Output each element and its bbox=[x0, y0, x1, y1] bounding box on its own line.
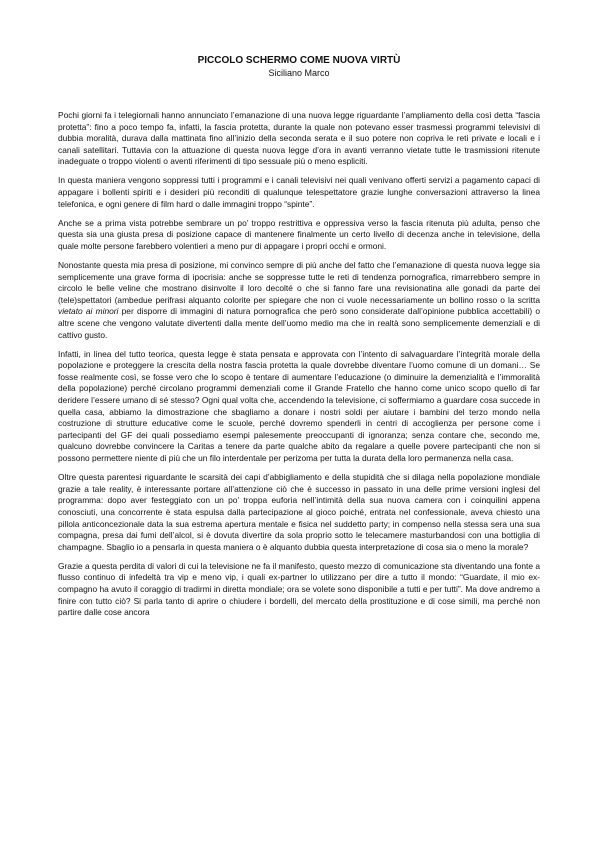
paragraph-2: In questa maniera vengono soppressi tutti i programmi e i canali televisivi nei quali venivano offerti servizi a pagamento capaci di appagare i bollenti spiriti e i desideri più reconditi di qualunque telespettatore grazie lunghe conversazioni attraverso la linea telefonica, e ogni genere di film hard o dalle immagini troppo “spinte”. bbox=[58, 175, 540, 209]
italic-phrase: vietato ai minori bbox=[58, 306, 119, 317]
paragraph-6: Oltre questa parentesi riguardante le scarsità dei capi d’abbigliamento e della stupidità che si dilaga nella popolazione mondiale grazie a tale reality, è interessante portare all’attenzione ciò che è successo in passato in una delle prime versioni inglesi del programma: dopo aver festeggiato con un po’ troppa euforia nell’intimità della sua nuova camera con i coinquilini appena conosciuti, una concorrente è stata espulsa dalla partecipazione al gioco poiché, entrata nel confessionale, aveva chiesto una pillola anticoncezionale data la sua estrema apertura mentale e fisica nel suddetto party; in compenso nella stessa sera una sua compagna, presa dai fumi dell’alcol, si è dovuta divertire da sola proprio sotto le telecamere masturbandosi con una bottiglia di champagne. Sbaglio io a pensarla in questa maniera o è alquanto dubbia questa interpretazione di cosa sia o meno la morale? bbox=[58, 472, 540, 552]
document-page bbox=[58, 54, 540, 626]
paragraph-4 bbox=[58, 260, 540, 341]
paragraph-5: Infatti, in linea del tutto teorica, questa legge è stata pensata e approvata con l’intento di salvaguardare l’integrità morale della popolazione e proteggere la crescita della nostra fascia protetta la quale dovrebbe diventare l’uomo comune di un domani… Se fosse realmente così, se fosse vero che lo scopo è tentare di aumentare l’educazione (o diminuire la demenzialità e l’immoralità della popolazione) perché circolano programmi demenziali come il Grande Fratello che hanno come unico scopo quello di far deridere l’essere umano di sé stesso? Ogni qual volta che, accendendo la televisione, ci soffermiamo a guardare cosa succede in quella casa, abbiamo la dimostrazione che sbagliamo a donare i nostri soldi per aiutare i bambini del terzo mondo nella costruzione di strutture educative come le scuole, perché dovremo spenderli in centri di accoglienza per persone come i partecipanti del GF dei quali possediamo esempi palesemente preoccupanti di ignoranza; senza contare che, secondo me, qualcuno dovrebbe convincere la Caritas a tenere da parte qualche abito da regalare a quelle povere partecipanti che non si possono permettere niente di più che un filo interdentale per perizoma per tutta la durata della loro permanenza nella casa. bbox=[58, 348, 540, 464]
paragraph-4-text-a: Nonostante questa mia presa di posizione, mi convinco sempre di più anche del fatto che l’emanazione di questa nuova legge sia semplicemente una grave forma di ipocrisia: anche se soppresse tutte le reti di tendenza pornografica, rimarrebbero sempre in circolo le belle veline che mostrano disinvolte il loro decolté o che si fanno fare una revisionatina alle gonadi da parte dei (tele)spettatori (ambedue perifrasi alquanto colorite per spiegare che non ci vuole necessariamente un bollino rosso o la scritta bbox=[58, 260, 540, 305]
paragraph-1: Pochi giorni fa i telegiornali hanno annunciato l’emanazione di una nuova legge riguardante l’ampliamento della così detta “fascia protetta”: fino a poco tempo fa, infatti, la fascia protetta, durante la quale non potevano esser trasmessi programmi televisivi di dubbia moralità, durava dalla mattinata fino all’inizio della seconda serata e il suo potere non copriva le reti private e locali e i canali satellitari. Tuttavia con la attuazione di questa nuova legge d’ora in avanti verranno vietate tutte le trasmissioni ritenute inadeguate o troppo violenti o aventi riferimenti di tipo sessuale più o meno espliciti. bbox=[58, 110, 540, 167]
document-author: Siciliano Marco bbox=[268, 68, 330, 78]
paragraph-4-text-b: per disporre di immagini di natura pornografica che però sono considerate dall’opinione pubblica accettabili) o altre scene che vengono valutate divertenti dalla mente dell’uomo medio ma che in realtà sono semplicemente demenziali e di cattivo gusto. bbox=[58, 306, 540, 340]
paragraph-3: Anche se a prima vista potrebbe sembrare un po’ troppo restrittiva e oppressiva verso la fascia ritenuta più adulta, penso che questa sia una giusta presa di posizione capace di mantenere finalmente un certo livello di decenza anche in televisione, della quale molte persone farebbero volentieri a meno pur di appagare i propri occhi e ormoni. bbox=[58, 217, 540, 251]
paragraph-7: Grazie a questa perdita di valori di cui la televisione ne fa il manifesto, questo mezzo di comunicazione sta diventando una fonte a flusso continuo di infedeltà tra vip e meno vip, i quali ex-partner lo utilizzano per dire a tutto il mondo: “Guardate, il mio ex-compagno ha avuto il coraggio di tradirmi in diretta mondiale; ora se volete sono disponibile a tutti e per tutti”. Ma dove andremo a finire con tutto ciò? Si parla tanto di aprire o chiudere i bordelli, del mercato della prostituzione e di cose simili, ma perché non partire dalle cose ancora bbox=[58, 560, 540, 618]
document-title: PICCOLO SCHERMO COME NUOVA VIRTÙ bbox=[197, 55, 401, 66]
